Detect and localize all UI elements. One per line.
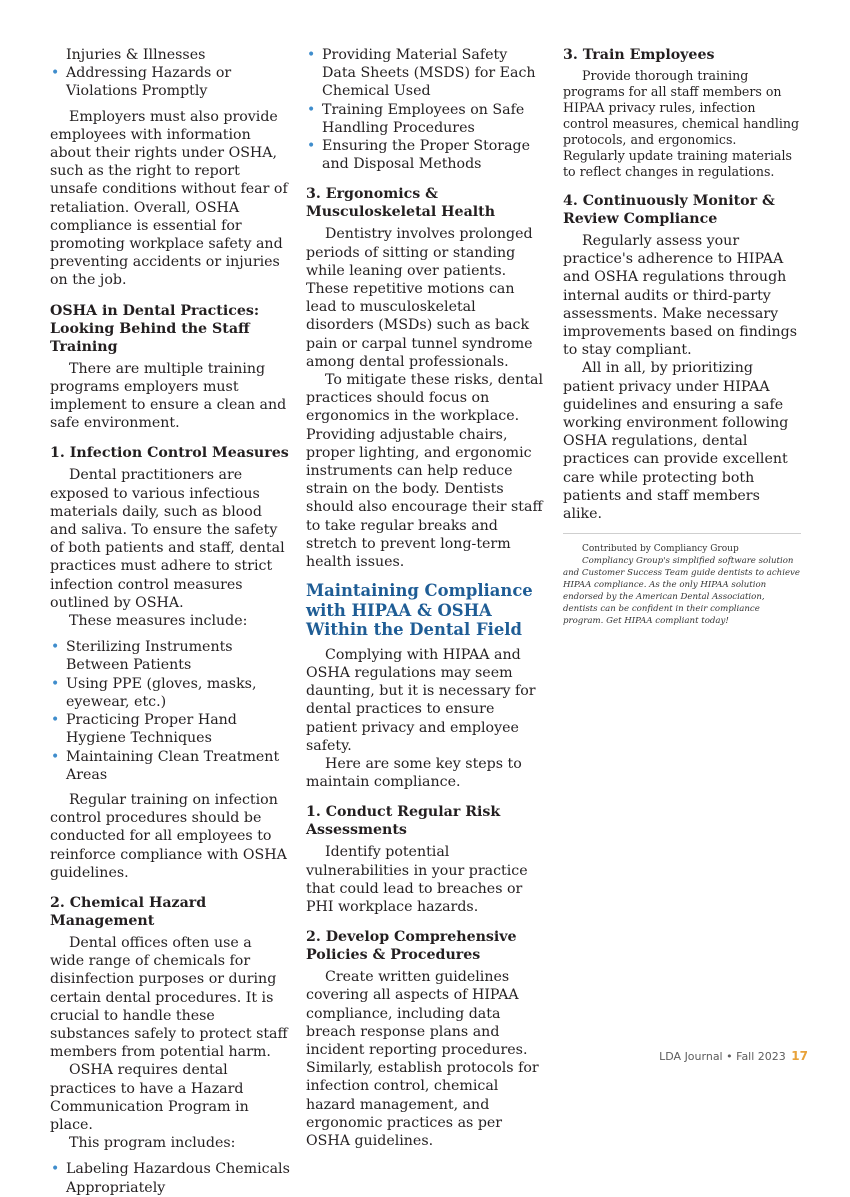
paragraph: Create written guidelines covering all aspects of HIPAA compliance, including data breach response plans and incident reporting procedures. Similarly, establish protocols for infection control, chemical hazard management, and ergonomic practices as per OSHA guidelines. [306, 969, 539, 1150]
list-item: • Maintaining Clean Treatment Areas [51, 748, 280, 783]
paragraph: Dental offices often use a wide range of chemicals for disinfection purposes or during certain dental procedures. It is crucial to handle these substances safely to protect staff members from potential harm. [50, 934, 288, 1061]
section-heading: OSHA in Dental Practices: Looking Behind the Staff Training [50, 302, 260, 355]
bullet-icon: • [51, 639, 60, 656]
list-item: • Practicing Proper Hand Hygiene Techniques [51, 712, 237, 747]
paragraph: Dentistry involves prolonged periods of sitting or standing while leaning over patients. These repetitive motions can lead to musculoskeletal disorders (MSDs) such as back pain or carpal tunnel syndrome among dental professionals. [306, 226, 533, 370]
bullet-icon: • [51, 675, 60, 692]
footer-separator: • [726, 1050, 733, 1063]
bullet-list [50, 638, 290, 784]
bullet-list [50, 64, 290, 100]
paragraph: Regular training on infection control procedures should be conducted for all employees to reinforce compliance with OSHA guidelines. [50, 791, 287, 881]
column-middle [306, 46, 544, 1150]
list-item: • Training Employees on Safe Handling Procedures [307, 101, 525, 136]
journal-issue: Fall 2023 [736, 1050, 786, 1063]
page-number: 17 [791, 1049, 808, 1063]
list-item: • Providing Material Safety Data Sheets (MSDS) for Each Chemical Used [307, 47, 536, 100]
section-heading: 3. Train Employees [563, 47, 715, 63]
bullet-list [306, 46, 544, 173]
section-title: Maintaining Compliance with HIPAA & OSHA Within the Dental Field [306, 581, 533, 640]
section-heading: 3. Ergonomics & Musculoskeletal Health [306, 186, 496, 221]
paragraph: Regularly assess your practice's adherence to HIPAA and OSHA regulations through internal audits or third-party assessments. Make necessary improvements based on findings to stay compliant. [563, 233, 798, 359]
section-heading: 1. Infection Control Measures [50, 445, 289, 462]
bullet-icon: • [51, 748, 60, 765]
paragraph: All in all, by prioritizing patient privacy under HIPAA guidelines and ensuring a safe working environment following OSHA regulations, dental practices can provide excellent care while protecting both patients and staff members alike. [563, 360, 789, 523]
bullet-icon: • [307, 47, 316, 63]
paragraph: Identify potential vulnerabilities in your practice that could lead to breaches or PHI workplace hazards. [306, 844, 528, 916]
list-item: • Sterilizing Instruments Between Patients [51, 639, 233, 674]
section-heading: 1. Conduct Regular Risk Assessments [306, 804, 501, 839]
bullet-icon: • [307, 138, 316, 155]
contributor-description: Compliancy Group's simplified software solution and Customer Success Team guide dentists to achieve HIPAA compliance. As the only HIPAA solution endorsed by the American Dental Association, dentists can be confident in their compliance program. Get HIPAA compliant today! [563, 556, 800, 627]
paragraph: Dental practitioners are exposed to various infectious materials daily, such as blood and saliva. To ensure the safety of both patients and staff, dental practices must adhere to strict infection control measures outlined by OSHA. [50, 467, 285, 611]
bullet-icon: • [51, 1161, 60, 1178]
section-heading: 2. Chemical Hazard Management [50, 894, 207, 929]
bullet-icon: • [51, 65, 60, 82]
divider [563, 533, 801, 534]
paragraph: There are multiple training programs employers must implement to ensure a clean and safe environment. [50, 360, 287, 432]
paragraph: These measures include: [69, 613, 248, 630]
section-heading: 4. Continuously Monitor & Review Compliance [563, 193, 775, 227]
list-item-continued: Injuries & Illnesses [66, 47, 206, 63]
paragraph: Here are some key steps to maintain compliance. [306, 756, 522, 791]
paragraph: This program includes: [69, 1135, 236, 1152]
column-left [50, 46, 290, 1197]
list-item: • Addressing Hazards or Violations Promptly [51, 65, 232, 100]
list-item: • Ensuring the Proper Storage and Disposal Methods [307, 138, 531, 173]
bullet-icon: • [51, 712, 60, 729]
journal-name: LDA Journal [659, 1050, 723, 1063]
paragraph: OSHA requires dental practices to have a Hazard Communication Program in place. [50, 1062, 249, 1133]
paragraph: Complying with HIPAA and OSHA regulations may seem daunting, but it is necessary for dental practices to ensure patient privacy and employee safety. [306, 646, 536, 754]
contributor-credit: Contributed by Compliancy Group [582, 544, 739, 555]
paragraph: To mitigate these risks, dental practices should focus on ergonomics in the workplace. Providing adjustable chairs, proper lighting, and ergonomic instruments can help reduce strain on the body. Dentists should also encourage their staff to take regular breaks and stretch to prevent long-term health issues. [306, 372, 544, 571]
bullet-icon: • [307, 101, 316, 118]
list-item: • Using PPE (gloves, masks, eyewear, etc.) [51, 675, 257, 710]
bullet-list [50, 1160, 290, 1196]
paragraph: Employers must also provide employees with information about their rights under OSHA, such as the right to report unsafe conditions without fear of retaliation. Overall, OSHA compliance is essential for promoting workplace safety and preventing accidents or injuries on the job. [50, 108, 288, 289]
paragraph: Provide thorough training programs for all staff members on HIPAA privacy rules, infection control measures, chemical handling protocols, and ergonomics. Regularly update training materials to reflect changes in regulations. [563, 68, 800, 179]
list-item: • Labeling Hazardous Chemicals Appropriately [51, 1161, 290, 1196]
page-footer [659, 1049, 808, 1063]
section-heading: 2. Develop Comprehensive Policies & Procedures [306, 929, 517, 964]
column-right [563, 46, 801, 627]
